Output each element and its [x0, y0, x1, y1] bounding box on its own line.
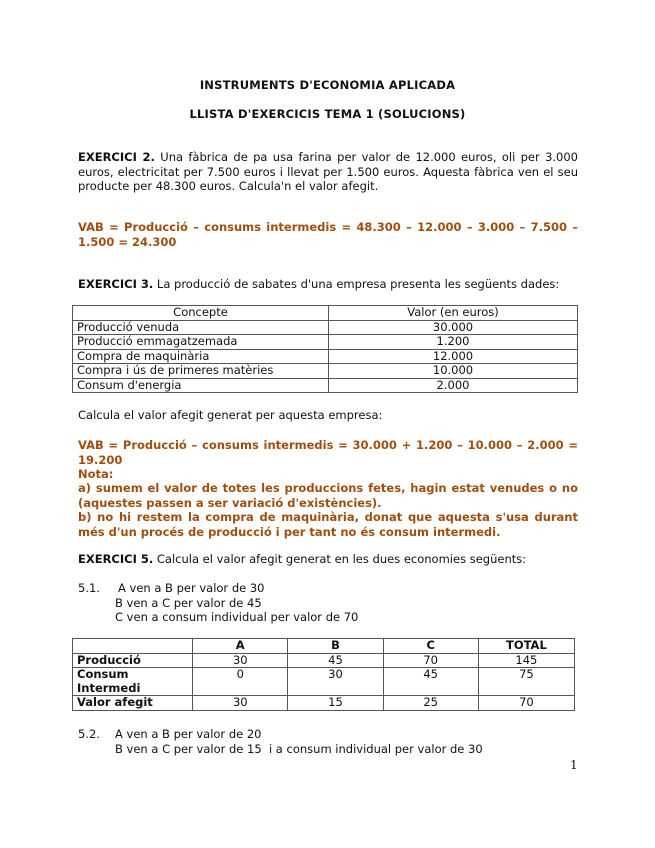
table-row: Consum d'energia 2.000 [73, 378, 578, 393]
column-header: A [193, 639, 288, 654]
part-5-1-line: B ven a C per valor de 45 [115, 596, 262, 610]
table-row: Producció emmagatzemada 1.200 [73, 335, 578, 350]
table-header-row [73, 639, 575, 654]
column-header: Valor (en euros) [329, 306, 578, 321]
table-row: Consum Intermedi 0 30 45 75 [73, 668, 575, 696]
table-row: Producció 30 45 70 145 [73, 653, 575, 668]
exercise-5-statement: EXERCICI 5. Calcula el valor afegit generat en les dues economies següents: [78, 552, 527, 566]
column-header: C [383, 639, 478, 654]
document-title: INSTRUMENTS D'ECONOMIA APLICADA [199, 78, 456, 92]
table-header-row [73, 306, 578, 321]
exercise-3-solution: VAB = Producció – consums intermedis = 30.000 + 1.200 – 10.000 – 2.000 = 19.200 [78, 438, 578, 467]
exercise-3-question: Calcula el valor afegit generat per aquesta empresa: [78, 408, 383, 422]
document-subtitle: LLISTA D'EXERCICIS TEMA 1 (SOLUCIONS) [189, 107, 466, 121]
part-5-2-line: B ven a C per valor de 15 i a consum individual per valor de 30 [115, 742, 483, 756]
exercise-3-note-label: Nota: [78, 467, 114, 481]
exercise-3-note-a: a) sumem el valor de totes les produccions fetes, hagin estat venudes o no (aquestes passen a ser variació d'existències). [78, 481, 578, 510]
exercise-5-table [72, 638, 575, 711]
part-5-1-line: C ven a consum individual per valor de 70 [115, 610, 359, 624]
exercise-5-label: EXERCICI 5. [78, 552, 154, 566]
exercise-3-statement: EXERCICI 3. La producció de sabates d'una empresa presenta les següents dades: [78, 277, 560, 291]
part-5-1-line: A ven a B per valor de 30 [118, 581, 265, 595]
exercise-3-label: EXERCICI 3. [78, 277, 154, 291]
table-row: Valor afegit 30 15 25 70 [73, 696, 575, 711]
table-row: Producció venuda 30.000 [73, 320, 578, 335]
exercise-3-note-b: b) no hi restem la compra de maquinària, donat que aquesta s'usa durant més d'un procés de producció i per tant no és consum intermedi. [78, 510, 578, 539]
table-row: Compra i ús de primeres matèries 10.000 [73, 364, 578, 379]
exercise-3-table [72, 305, 578, 393]
exercise-2-statement: EXERCICI 2. Una fàbrica de pa usa farina per valor de 12.000 euros, oli per 3.000 euros, electricitat per 7.500 euros i llevat per 1.500 euros. Aquesta fàbrica ven el seu producte per 48.300 euros. Calcula'n el valor afegit. [78, 150, 578, 193]
page-number: 1 [570, 758, 578, 772]
part-5-2-number: 5.2. [78, 727, 100, 741]
part-5-1-number: 5.1. [78, 581, 100, 595]
part-5-2-line: A ven a B per valor de 20 [115, 727, 262, 741]
column-header: TOTAL [478, 639, 574, 654]
exercise-2-label: EXERCICI 2. [78, 150, 155, 164]
column-header: Concepte [73, 306, 329, 321]
table-row: Compra de maquinària 12.000 [73, 349, 578, 364]
exercise-2-solution: VAB = Producció – consums intermedis = 48.300 – 12.000 – 3.000 – 7.500 – 1.500 = 24.300 [78, 220, 578, 249]
column-header: B [288, 639, 383, 654]
